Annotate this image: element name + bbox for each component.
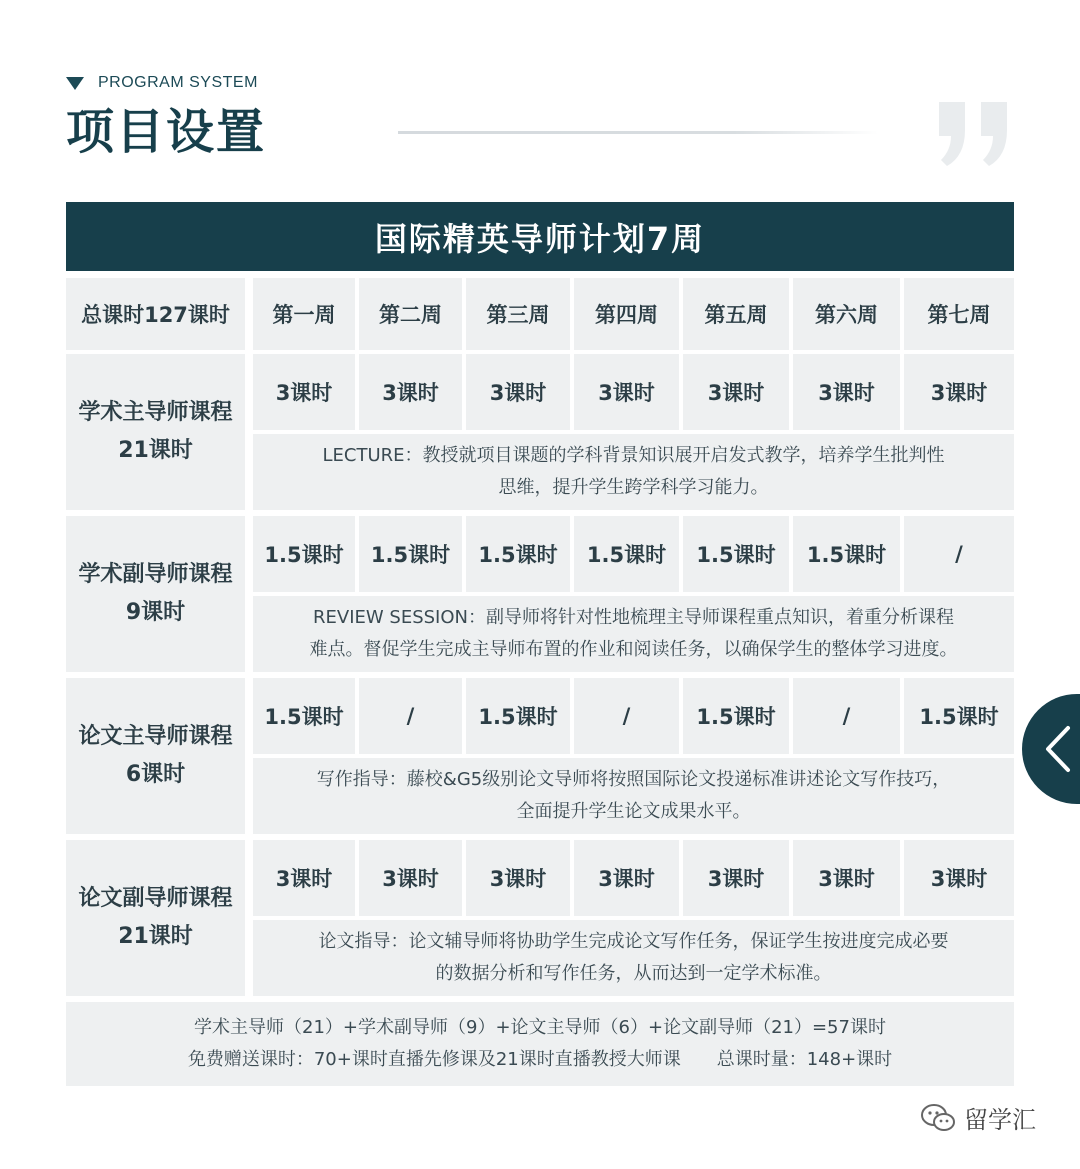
description-line: REVIEW SESSION：副导师将针对性地梳理主导师课程重点知识，着重分析课程 <box>313 607 954 628</box>
summary-footer <box>66 1002 1014 1086</box>
week-hours-cell: 3课时 <box>793 354 900 430</box>
course-name: 论文主导师课程 <box>78 724 233 749</box>
week-header: 第五周 <box>683 278 789 350</box>
week-hours-cell: 1.5课时 <box>904 678 1014 754</box>
description-line: LECTURE：教授就项目课题的学科背景知识展开启发式教学，培养学生批判性 <box>322 445 945 466</box>
week-hours-cell: 1.5课时 <box>466 678 570 754</box>
week-header: 第一周 <box>253 278 355 350</box>
week-hours-cell: 3课时 <box>253 354 355 430</box>
course-hours-total: 21课时 <box>118 924 193 949</box>
week-hours-cell: 3课时 <box>466 840 570 916</box>
course-hours-total: 21课时 <box>118 438 193 463</box>
week-hours-cell: 3课时 <box>904 354 1014 430</box>
brand-name: 留学汇 <box>964 1106 1036 1134</box>
quote-mark-icon <box>935 100 1015 170</box>
week-hours-cell: 3课时 <box>359 354 462 430</box>
week-header: 第六周 <box>793 278 900 350</box>
description-line: 写作指导：藤校&G5级别论文导师将按照国际论文投递标准讲述论文写作技巧， <box>316 769 951 790</box>
week-hours-cell: 1.5课时 <box>253 516 355 592</box>
course-name: 学术主导师课程 <box>78 400 233 425</box>
eyebrow <box>66 74 258 92</box>
summary-line: 免费赠送课时：70+课时直播先修课及21课时直播教授大师课 总课时量：148+课时 <box>187 1049 893 1070</box>
course-name: 论文副导师课程 <box>78 886 233 911</box>
week-header: 第七周 <box>904 278 1014 350</box>
week-hours-cell: 3课时 <box>574 840 679 916</box>
brand-watermark <box>920 1100 1036 1135</box>
course-name-cell <box>66 354 245 510</box>
week-hours-cell: 3课时 <box>793 840 900 916</box>
week-hours-cell: 3课时 <box>253 840 355 916</box>
week-hours-cell: 1.5课时 <box>466 516 570 592</box>
week-hours-cell: 3课时 <box>904 840 1014 916</box>
week-hours-cell: 1.5课时 <box>683 678 789 754</box>
week-hours-cell: 3课时 <box>574 354 679 430</box>
page-title: 项目设置 <box>66 104 267 160</box>
summary-line: 学术主导师（21）+学术副导师（9）+论文主导师（6）+论文副导师（21）=57课时 <box>194 1017 886 1038</box>
description-line: 难点。督促学生完成主导师布置的作业和阅读任务，以确保学生的整体学习进度。 <box>309 639 958 660</box>
week-hours-cell: / <box>793 678 900 754</box>
week-hours-cell: / <box>574 678 679 754</box>
description-line: 论文指导：论文辅导师将协助学生完成论文写作任务，保证学生按进度完成必要 <box>318 931 949 952</box>
course-name-cell <box>66 840 245 996</box>
week-hours-cell: 3课时 <box>359 840 462 916</box>
title-divider <box>398 131 878 134</box>
course-description <box>253 758 1014 834</box>
description-line: 全面提升学生论文成果水平。 <box>516 801 751 822</box>
week-hours-cell: 1.5课时 <box>253 678 355 754</box>
week-hours-cell: 3课时 <box>683 840 789 916</box>
week-header: 第二周 <box>359 278 462 350</box>
week-header: 第三周 <box>466 278 570 350</box>
week-hours-cell: / <box>904 516 1014 592</box>
course-name-cell <box>66 678 245 834</box>
total-hours-label: 总课时127课时 <box>66 278 245 350</box>
week-header: 第四周 <box>574 278 679 350</box>
week-hours-cell: 1.5课时 <box>359 516 462 592</box>
week-hours-cell: / <box>359 678 462 754</box>
description-line: 思维，提升学生跨学科学习能力。 <box>498 477 769 498</box>
week-hours-cell: 3课时 <box>466 354 570 430</box>
triangle-down-icon <box>66 77 84 90</box>
course-hours-total: 9课时 <box>125 600 186 625</box>
course-name: 学术副导师课程 <box>78 562 233 587</box>
course-description <box>253 920 1014 996</box>
chevron-left-icon <box>1042 724 1072 774</box>
description-line: 的数据分析和写作任务，从而达到一定学术标准。 <box>435 963 832 984</box>
week-hours-cell: 1.5课时 <box>683 516 789 592</box>
week-hours-cell: 3课时 <box>683 354 789 430</box>
side-tab[interactable] <box>1022 694 1080 804</box>
course-hours-total: 6课时 <box>125 762 186 787</box>
wechat-icon <box>920 1103 956 1133</box>
week-hours-cell: 1.5课时 <box>793 516 900 592</box>
week-hours-cell: 1.5课时 <box>574 516 679 592</box>
program-banner: 国际精英导师计划7周 <box>66 202 1014 271</box>
course-name-cell <box>66 516 245 672</box>
eyebrow-text: PROGRAM SYSTEM <box>98 74 258 91</box>
course-description <box>253 434 1014 510</box>
course-description <box>253 596 1014 672</box>
